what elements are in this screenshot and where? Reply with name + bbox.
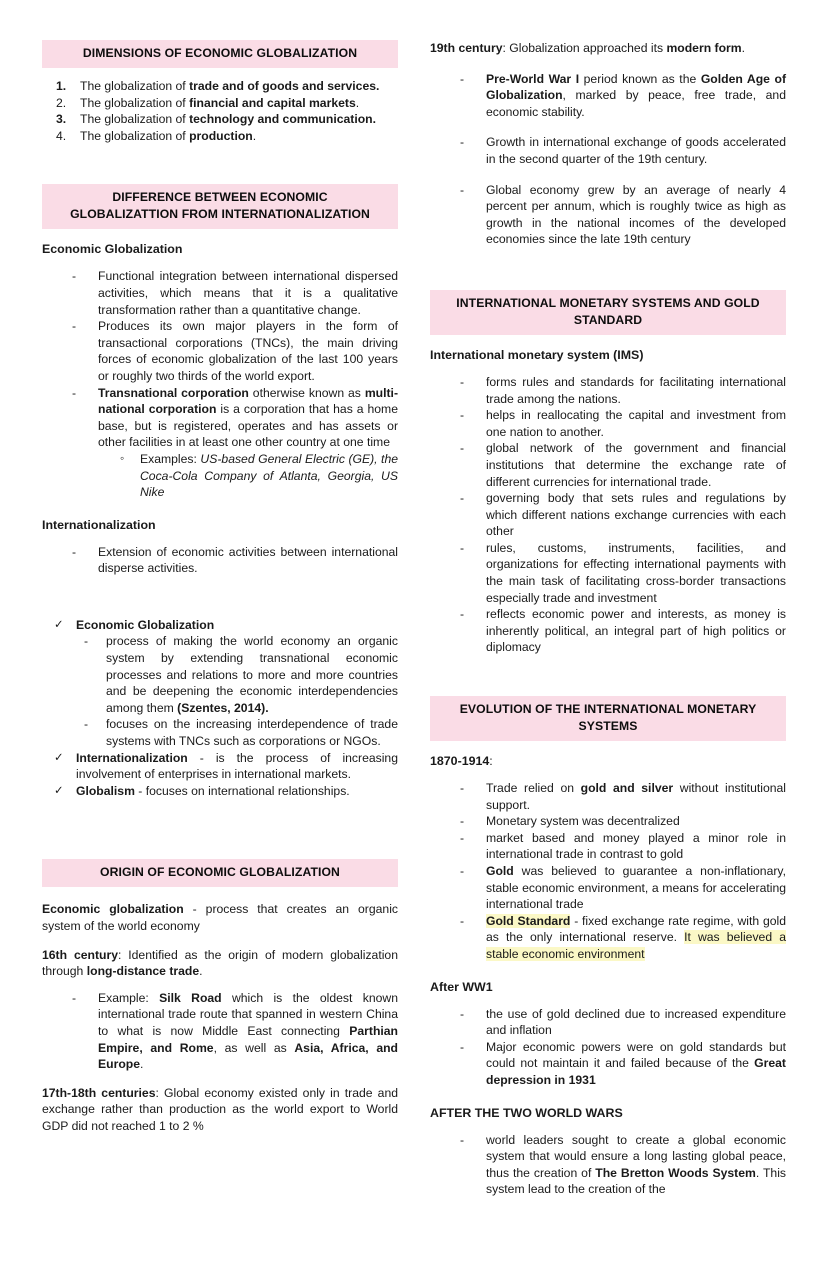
- list-item: [430, 863, 786, 913]
- example-bold-1: Silk Road: [159, 990, 222, 1005]
- bullet-text: Produces its own major players in the form of transactional corporations (TNCs), the main driving forces of economic globalization of the last 100 years or roughly two thirds of the world export.: [98, 319, 398, 383]
- list-number: 1.: [56, 79, 67, 93]
- period-suffix: :: [489, 754, 493, 769]
- list-item: [42, 783, 398, 800]
- list-text-bold: production: [189, 128, 253, 143]
- period-label: 1870-1914: [430, 754, 490, 769]
- subheading-internationalization: Internationalization: [42, 517, 156, 532]
- example-lead: Example:: [98, 990, 160, 1005]
- check-label-economic-globalization: Economic Globalization: [76, 617, 215, 632]
- list-item: [430, 813, 786, 830]
- list-item: [42, 318, 398, 384]
- list-item: [76, 716, 398, 749]
- example-tail: .: [139, 1057, 144, 1072]
- banner-line-2: GLOBALIZATTION FROM INTERNATIONALIZATION: [70, 207, 370, 222]
- bullet-mid-1: otherwise known as: [248, 385, 365, 400]
- bullet-plain-1: Trade relied on: [486, 781, 581, 796]
- origin-paragraph-16th: [42, 947, 398, 980]
- example-bold-2: Parthian Empire, and Rome: [98, 1023, 398, 1055]
- internationalization-bullets: [42, 544, 398, 577]
- century-16-bold-b: long-distance trade: [86, 964, 200, 979]
- check-label-globalism: Globalism: [76, 783, 135, 798]
- banner-line-1: INTERNATIONAL MONETARY SYSTEMS AND GOLD: [456, 295, 760, 310]
- nineteenth-century-bullets: [430, 71, 786, 248]
- origin-paragraph-definition: [42, 901, 398, 934]
- bullet-bold-1: The Bretton Woods System: [595, 1165, 756, 1180]
- check-label-internationalization: Internationalization: [76, 750, 188, 765]
- bullet-citation: (Szentes, 2014).: [177, 700, 269, 715]
- list-text-plain: The globalization of: [80, 128, 190, 143]
- list-text-bold: trade and of goods and services.: [189, 79, 380, 93]
- bullet-tail: is a corporation that has a home base, but is registered, operates and has assets or other facilities in at least one other country at one time: [98, 402, 398, 450]
- list-item: [430, 540, 786, 606]
- list-item: [42, 544, 398, 577]
- example-mid-2: , as well as: [213, 1040, 295, 1055]
- examples-sublist: [98, 451, 398, 501]
- list-item: [430, 71, 786, 121]
- list-text-tail: .: [252, 128, 257, 143]
- list-item: [42, 95, 398, 112]
- bullet-text: Global economy grew by an average of nearly 4 percent per annum, which is roughly twice as high as growth in the national incomes of the developed economies since the late 19th century: [486, 182, 786, 247]
- bullet-bold-2: Golden Age of Globalization: [486, 71, 786, 103]
- section-banner-difference: [42, 184, 398, 229]
- list-item: [430, 1039, 786, 1089]
- bullet-highlighted-term: Gold Standard: [486, 913, 571, 928]
- bullet-text: reflects economic power and interests, as money is inherently political, an integral part of high politics or diplomacy: [486, 607, 786, 655]
- bullet-bold-1: Great depression in 1931: [486, 1056, 786, 1087]
- list-text-plain: The globalization of: [80, 95, 190, 110]
- summary-checklist: [42, 617, 398, 800]
- check-text-internationalization: - is the process of increasing involvement of enterprises in international markets.: [76, 750, 398, 782]
- bullet-text: global network of the government and financial institutions that determine the exchange rate of different currencies for international trade.: [486, 441, 786, 489]
- century-19-text-b: .: [741, 41, 746, 55]
- list-item: [430, 1132, 786, 1198]
- bullet-text: process of making the world economy an organic system by extending transnational economic processes and relations to more and more countries and be deepening the economic interdependencies among them: [106, 634, 398, 715]
- ims-bullets: [430, 374, 786, 656]
- nineteenth-century-paragraph: [430, 40, 786, 57]
- list-text-bold: technology and communication.: [189, 112, 376, 127]
- check-sub-bullets: [76, 633, 398, 749]
- bullet-text: the use of gold declined due to increased expenditure and inflation: [486, 1006, 786, 1038]
- bullet-highlighted-tail: It was believed a stable economic environment: [486, 930, 786, 961]
- bullet-bold-1: Pre-World War I: [486, 71, 580, 86]
- origin-term: Economic globalization: [42, 902, 184, 917]
- list-item: [430, 606, 786, 656]
- list-item: [42, 268, 398, 318]
- list-item: [42, 990, 398, 1073]
- section-banner-evolution: [430, 696, 786, 741]
- origin-paragraph-17th-18th: [42, 1085, 398, 1135]
- list-item: [430, 490, 786, 540]
- origin-example-bullets: [42, 990, 398, 1073]
- subheading-after-ww1: After WW1: [430, 979, 493, 994]
- subheading-after-two-world-wars: AFTER THE TWO WORLD WARS: [430, 1105, 623, 1120]
- list-item: [430, 1006, 786, 1039]
- bullet-plain-2: - fixed exchange rate regime, with gold as the only international reserve.: [486, 913, 787, 945]
- bullet-text: Extension of economic activities between international disperse activities.: [98, 544, 398, 576]
- list-item: [76, 633, 398, 716]
- right-column: [430, 40, 786, 1198]
- bullet-plain-2: without institutional support.: [486, 781, 786, 812]
- dimensions-list: [42, 78, 398, 144]
- banner-line-1: EVOLUTION OF THE INTERNATIONAL MONETARY: [459, 702, 757, 717]
- list-item: [430, 830, 786, 863]
- list-text-plain: The globalization of: [80, 79, 190, 93]
- evolution-bullets-after-ww1: [430, 1006, 786, 1089]
- example-italic-text: US-based General Electric (GE), the Coca-Cola Company of Atlanta, Georgia, US Nike: [140, 451, 399, 500]
- century-16-text-a: : Identified as the origin of modern globalization through: [42, 947, 398, 979]
- bullet-mid-1: period known as the: [579, 71, 701, 86]
- bullet-text: focuses on the increasing interdependence of trade systems with TNCs such as corporations or NGOs.: [106, 717, 398, 749]
- bullet-bold-1: Transnational corporation: [98, 385, 249, 400]
- bullet-text: helps in reallocating the capital and investment from one nation to another.: [486, 408, 786, 439]
- bullet-plain-2: was believed to guarantee a non-inflationary, stable economic environment, a means for accelerating international trade: [486, 864, 786, 912]
- bullet-text: forms rules and standards for facilitating international trade among the nations.: [486, 374, 786, 406]
- century-17-18-text: : Global economy existed only in trade and exchange rather than production as the world export to World GDP did not reached 1 to 2 %: [42, 1085, 398, 1133]
- banner-line-2: STANDARD: [573, 312, 643, 327]
- left-column: [42, 40, 398, 1198]
- list-text-tail: .: [355, 95, 360, 110]
- century-17-18-label: 17th-18th centuries: [42, 1085, 156, 1100]
- list-number: 3.: [56, 112, 67, 127]
- banner-line-1: DIFFERENCE BETWEEN ECONOMIC: [112, 190, 328, 205]
- bullet-tail: , marked by peace, free trade, and economic stability.: [486, 88, 786, 119]
- bullet-bold-1: gold and silver: [580, 781, 674, 796]
- section-banner-dimensions: DIMENSIONS OF ECONOMIC GLOBALIZATION: [42, 40, 398, 68]
- subheading-ims: International monetary system (IMS): [430, 347, 644, 362]
- evolution-bullets-after-wars: [430, 1132, 786, 1198]
- list-item: [430, 780, 786, 813]
- list-item: [42, 128, 398, 145]
- difference-bullets-economic: [42, 268, 398, 500]
- list-item: [98, 451, 398, 501]
- bullet-text: Growth in international exchange of goods accelerated in the second quarter of the 19th century.: [486, 135, 786, 166]
- list-item: [430, 440, 786, 490]
- list-item: [42, 385, 398, 501]
- bullet-text: governing body that sets rules and regulations by which different nations exchange currencies with each other: [486, 491, 786, 539]
- list-item: [42, 750, 398, 783]
- example-label: Examples:: [140, 451, 197, 466]
- century-19-label: 19th century: [430, 41, 503, 55]
- example-bold-3: Asia, Africa, and Europe: [98, 1040, 398, 1072]
- century-16-text-b: .: [199, 964, 203, 979]
- bullet-text: Functional integration between international dispersed activities, which means that it is a qualitative transformation rather than a quantitative change.: [98, 269, 398, 317]
- list-item: [42, 617, 398, 750]
- section-banner-origin: ORIGIN OF ECONOMIC GLOBALIZATION: [42, 859, 398, 887]
- check-text-globalism: - focuses on international relationships.: [134, 783, 350, 798]
- evolution-bullets-1870: [430, 780, 786, 963]
- list-number: 2.: [56, 95, 67, 110]
- bullet-plain-2: . This system lead to the creation of the: [486, 1165, 786, 1197]
- list-item: [430, 182, 786, 248]
- list-item: [430, 134, 786, 167]
- section-banner-ims: [430, 290, 786, 335]
- list-item: [430, 407, 786, 440]
- list-item: [430, 374, 786, 407]
- bullet-plain-1: Major economic powers were on gold standards but could not maintain it and failed because of the: [486, 1039, 786, 1071]
- example-mid-1: which is the oldest known international trade route that spanned in western China to what is now Middle East connecting: [98, 990, 398, 1038]
- bullet-text: Monetary system was decentralized: [486, 814, 680, 829]
- list-text-plain: The globalization of: [80, 112, 190, 127]
- century-19-text-a: : Globalization approached its: [502, 41, 667, 55]
- list-item: [430, 913, 786, 963]
- bullet-plain-1: world leaders sought to create a global economic system that would ensure a long lasting global peace, thus the creation of: [486, 1132, 786, 1180]
- list-item: [42, 78, 398, 95]
- subheading-economic-globalization: Economic Globalization: [42, 242, 183, 257]
- bullet-bold-2: multi-national corporation: [98, 385, 398, 417]
- subheading-1870-1914: [430, 753, 786, 770]
- bullet-bold-1: Gold: [486, 864, 514, 878]
- list-item: [42, 111, 398, 128]
- century-19-bold-b: modern form: [666, 41, 742, 55]
- list-number: 4.: [56, 128, 67, 143]
- century-16-label: 16th century: [42, 947, 118, 962]
- bullet-text: market based and money played a minor role in international trade in contrast to gold: [486, 830, 786, 862]
- origin-definition: - process that creates an organic system of the world economy: [42, 902, 399, 933]
- banner-line-2: SYSTEMS: [578, 719, 638, 734]
- bullet-text: rules, customs, instruments, facilities, and organizations for effecting international payments with the main task of facilitating cross-border transactions especially trade and investment: [486, 540, 786, 605]
- list-text-bold: financial and capital markets: [189, 95, 356, 110]
